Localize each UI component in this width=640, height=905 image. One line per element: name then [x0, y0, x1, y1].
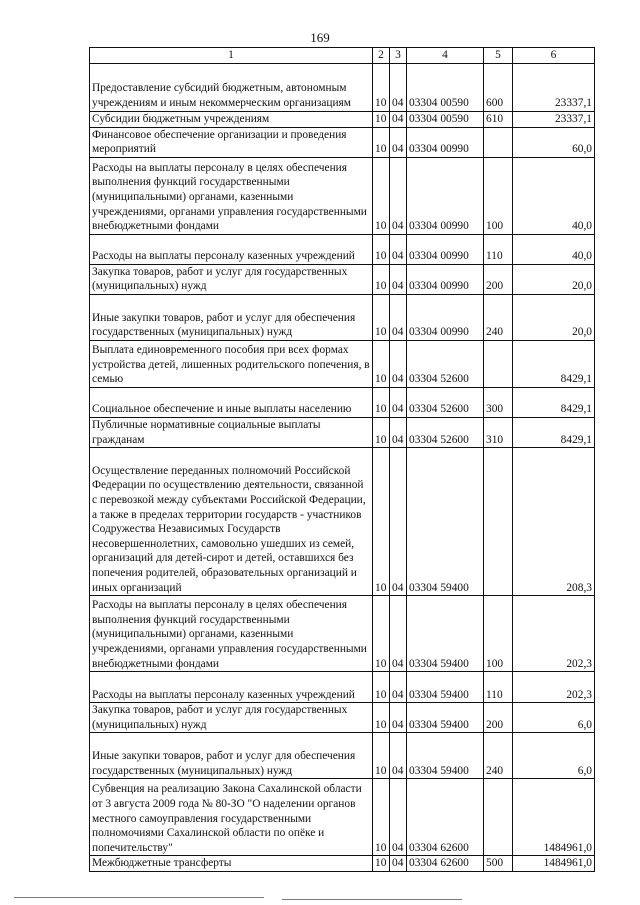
row-amount-cell: 23337,1	[513, 63, 595, 111]
row-subsection-cell: 04	[390, 703, 407, 733]
row-expense-type-cell: 500	[484, 856, 513, 872]
row-expense-type-cell: 100	[484, 157, 513, 234]
row-amount-cell: 202,3	[513, 596, 595, 672]
header-row	[90, 48, 595, 64]
row-amount-cell: 6,0	[513, 733, 595, 779]
table-row	[90, 703, 595, 733]
row-target-article-cell: 03304 62600	[407, 779, 484, 856]
table-row	[90, 448, 595, 596]
table-row	[90, 856, 595, 872]
row-target-article-cell: 03304 52600	[407, 340, 484, 387]
row-amount-cell: 8429,1	[513, 387, 595, 417]
row-section-cell: 10	[373, 417, 390, 447]
row-amount-cell: 20,0	[513, 294, 595, 340]
table-row	[90, 596, 595, 672]
row-expense-type-cell: 200	[484, 703, 513, 733]
row-name-cell: Субсидии бюджетным учреждениям	[90, 111, 373, 127]
table-row	[90, 63, 595, 111]
row-amount-cell: 8429,1	[513, 417, 595, 447]
row-name-cell: Субвенция на реализацию Закона Сахалинской области от 3 августа 2009 года № 80-ЗО "О наделении органов местного самоуправления государственными полномочиями Сахалинской области по опёке и попечительству"	[90, 779, 373, 856]
row-amount-cell: 60,0	[513, 127, 595, 157]
row-expense-type-cell: 240	[484, 733, 513, 779]
table-row	[90, 234, 595, 264]
row-target-article-cell: 03304 59400	[407, 733, 484, 779]
row-section-cell: 10	[373, 294, 390, 340]
row-name-cell: Закупка товаров, работ и услуг для государственных (муниципальных) нужд	[90, 264, 373, 294]
column-header: 3	[390, 48, 407, 64]
row-section-cell: 10	[373, 703, 390, 733]
row-section-cell: 10	[373, 264, 390, 294]
row-subsection-cell: 04	[390, 733, 407, 779]
row-section-cell: 10	[373, 856, 390, 872]
row-amount-cell: 40,0	[513, 234, 595, 264]
row-section-cell: 10	[373, 111, 390, 127]
column-header: 5	[484, 48, 513, 64]
row-expense-type-cell: 610	[484, 111, 513, 127]
row-section-cell: 10	[373, 596, 390, 672]
row-subsection-cell: 04	[390, 672, 407, 703]
row-expense-type-cell	[484, 779, 513, 856]
row-subsection-cell: 04	[390, 417, 407, 447]
row-name-cell: Расходы на выплаты персоналу в целях обеспечения выполнения функций государственными (муниципальными) органами, казенными учреждениями, органами управления государственными внебюджетными фондами	[90, 596, 373, 672]
row-name-cell: Расходы на выплаты персоналу в целях обеспечения выполнения функций государственными (муниципальными) органами, казенными учреждениями, органами управления государственными внебюджетными фондами	[90, 157, 373, 234]
row-amount-cell: 1484961,0	[513, 779, 595, 856]
row-expense-type-cell: 100	[484, 596, 513, 672]
row-section-cell: 10	[373, 448, 390, 596]
table-body	[90, 63, 595, 871]
row-amount-cell: 6,0	[513, 703, 595, 733]
scan-artifact	[14, 897, 264, 898]
row-section-cell: 10	[373, 157, 390, 234]
row-subsection-cell: 04	[390, 111, 407, 127]
row-target-article-cell: 03304 59400	[407, 596, 484, 672]
row-section-cell: 10	[373, 340, 390, 387]
row-name-cell: Расходы на выплаты персоналу казенных учреждений	[90, 234, 373, 264]
row-subsection-cell: 04	[390, 448, 407, 596]
row-expense-type-cell	[484, 448, 513, 596]
row-target-article-cell: 03304 59400	[407, 672, 484, 703]
row-expense-type-cell: 240	[484, 294, 513, 340]
row-target-article-cell: 03304 00590	[407, 63, 484, 111]
row-name-cell: Иные закупки товаров, работ и услуг для обеспечения государственных (муниципальных) нужд	[90, 294, 373, 340]
table-row	[90, 387, 595, 417]
row-expense-type-cell: 110	[484, 672, 513, 703]
row-name-cell: Осуществление переданных полномочий Российской Федерации по осуществлению деятельности, связанной с перевозкой между субъектами Российской Федерации, а также в пределах территории государств - участников Содружества Независимых Государств несовершеннолетних, самовольно ушедших из семей, организаций для детей-сирот и детей, оставшихся без попечения родителей, образовательных организаций и иных организаций	[90, 448, 373, 596]
row-amount-cell: 8429,1	[513, 340, 595, 387]
row-subsection-cell: 04	[390, 157, 407, 234]
scan-artifact	[282, 899, 462, 900]
table-row	[90, 294, 595, 340]
budget-table	[89, 47, 595, 872]
row-section-cell: 10	[373, 779, 390, 856]
column-header: 4	[407, 48, 484, 64]
row-expense-type-cell: 600	[484, 63, 513, 111]
row-expense-type-cell: 310	[484, 417, 513, 447]
row-target-article-cell: 03304 52600	[407, 417, 484, 447]
column-header: 1	[90, 48, 373, 64]
row-expense-type-cell: 300	[484, 387, 513, 417]
row-subsection-cell: 04	[390, 779, 407, 856]
row-subsection-cell: 04	[390, 294, 407, 340]
row-target-article-cell: 03304 59400	[407, 448, 484, 596]
table-row	[90, 157, 595, 234]
row-expense-type-cell	[484, 340, 513, 387]
table-row	[90, 672, 595, 703]
row-target-article-cell: 03304 52600	[407, 387, 484, 417]
row-expense-type-cell: 200	[484, 264, 513, 294]
row-expense-type-cell: 110	[484, 234, 513, 264]
row-expense-type-cell	[484, 127, 513, 157]
row-section-cell: 10	[373, 63, 390, 111]
page-number: 169	[310, 30, 330, 45]
row-name-cell: Расходы на выплаты персоналу казенных учреждений	[90, 672, 373, 703]
row-subsection-cell: 04	[390, 127, 407, 157]
row-subsection-cell: 04	[390, 63, 407, 111]
row-name-cell: Межбюджетные трансферты	[90, 856, 373, 872]
row-subsection-cell: 04	[390, 234, 407, 264]
row-target-article-cell: 03304 59400	[407, 703, 484, 733]
row-name-cell: Выплата единовременного пособия при всех формах устройства детей, лишенных родительского попечения, в семью	[90, 340, 373, 387]
row-subsection-cell: 04	[390, 856, 407, 872]
row-name-cell: Социальное обеспечение и иные выплаты населению	[90, 387, 373, 417]
row-amount-cell: 208,3	[513, 448, 595, 596]
row-subsection-cell: 04	[390, 387, 407, 417]
row-name-cell: Публичные нормативные социальные выплаты гражданам	[90, 417, 373, 447]
row-target-article-cell: 03304 00990	[407, 264, 484, 294]
row-amount-cell: 1484961,0	[513, 856, 595, 872]
row-subsection-cell: 04	[390, 340, 407, 387]
table-row	[90, 127, 595, 157]
row-target-article-cell: 03304 00990	[407, 157, 484, 234]
row-target-article-cell: 03304 62600	[407, 856, 484, 872]
row-target-article-cell: 03304 00590	[407, 111, 484, 127]
row-amount-cell: 40,0	[513, 157, 595, 234]
table-row	[90, 264, 595, 294]
row-name-cell: Иные закупки товаров, работ и услуг для обеспечения государственных (муниципальных) нужд	[90, 733, 373, 779]
row-section-cell: 10	[373, 733, 390, 779]
row-section-cell: 10	[373, 234, 390, 264]
column-header: 6	[513, 48, 595, 64]
column-header: 2	[373, 48, 390, 64]
table-row	[90, 111, 595, 127]
row-section-cell: 10	[373, 387, 390, 417]
row-target-article-cell: 03304 00990	[407, 234, 484, 264]
row-section-cell: 10	[373, 672, 390, 703]
table-row	[90, 340, 595, 387]
row-name-cell: Предоставление субсидий бюджетным, автономным учреждениям и иным некоммерческим организациям	[90, 63, 373, 111]
row-amount-cell: 20,0	[513, 264, 595, 294]
table-row	[90, 417, 595, 447]
row-target-article-cell: 03304 00990	[407, 294, 484, 340]
row-target-article-cell: 03304 00990	[407, 127, 484, 157]
row-subsection-cell: 04	[390, 596, 407, 672]
table-row	[90, 779, 595, 856]
table-row	[90, 733, 595, 779]
row-amount-cell: 202,3	[513, 672, 595, 703]
row-subsection-cell: 04	[390, 264, 407, 294]
row-section-cell: 10	[373, 127, 390, 157]
row-name-cell: Финансовое обеспечение организации и проведения мероприятий	[90, 127, 373, 157]
row-name-cell: Закупка товаров, работ и услуг для государственных (муниципальных) нужд	[90, 703, 373, 733]
row-amount-cell: 23337,1	[513, 111, 595, 127]
